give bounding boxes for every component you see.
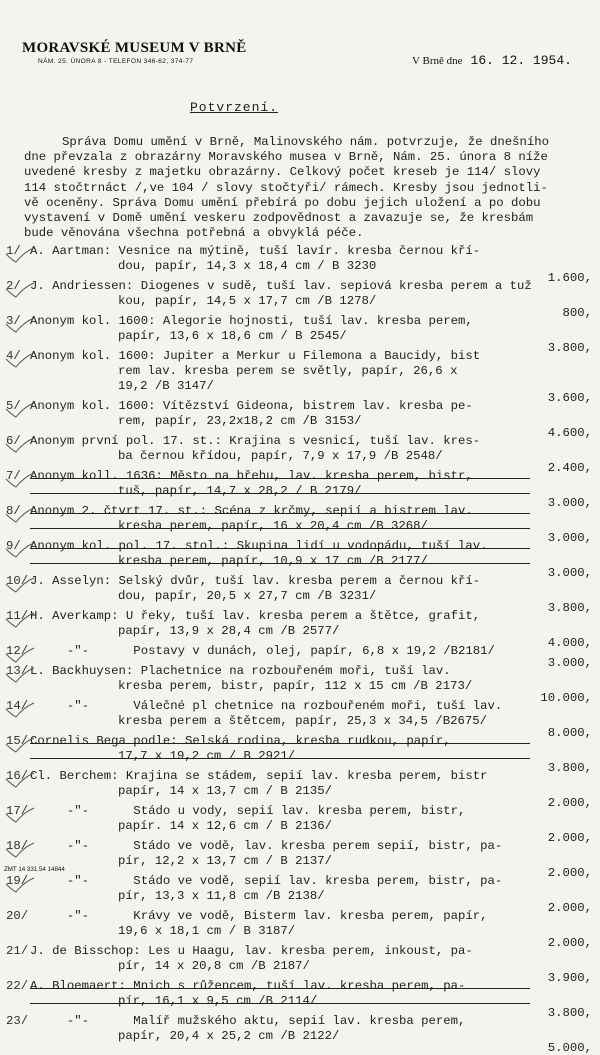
museum-address: NÁM. 25. ÚNORA 8 - TELEFON 346-62, 374-77: [38, 58, 194, 65]
entry-line: rem, papír, 23,2x18,2 cm /B 3153/: [118, 414, 362, 428]
entry-line: J. Asselyn: Selský dvůr, tuší lav. kresba perem a černou kří-: [30, 574, 481, 588]
entry-line: pír, 16,1 x 9,5 cm /B 2114/: [118, 994, 318, 1008]
entry-line: Cornelis Bega podle: Selská rodina, kresba rudkou, papír,: [30, 734, 451, 748]
strike-line: [30, 478, 530, 479]
entry-number: 3/: [6, 314, 21, 328]
entry-line: Anonym kol. pol. 17. stol.: Skupina lidí u vodopádu, tuší lav.: [30, 539, 488, 553]
strike-line: [30, 563, 530, 564]
entry-price: 2.000,: [547, 831, 592, 845]
entry-line: -"- Stádo u vody, sepií lav. kresba perem, bistr,: [30, 804, 466, 818]
entry-price: 4.000,: [547, 636, 592, 650]
entry-price: 3.600,: [547, 391, 592, 405]
entry-line: -"- Krávy ve vodě, Bisterm lav. kresba perem, papír,: [30, 909, 488, 923]
entry-line: Anonym první pol. 17. st.: Krajina s vesnicí, tuší lav. kres-: [30, 434, 481, 448]
entry-price: 2.000,: [547, 796, 592, 810]
entry-number: 5/: [6, 399, 21, 413]
entry-number: 11/: [6, 609, 29, 623]
entry-number: 7/: [6, 469, 21, 483]
entry-price: 3.800,: [547, 601, 592, 615]
place-date: [412, 53, 572, 68]
entry-line: L. Backhuysen: Plachetnice na rozbouřeném moři, tuší lav.: [30, 664, 451, 678]
entry-line: pír, 13,3 x 11,8 cm /B 2138/: [118, 889, 325, 903]
entry-line: pír, 14 x 20,8 cm /B 2187/: [118, 959, 310, 973]
entry-price: 2.000,: [547, 936, 592, 950]
strike-line: [30, 743, 530, 744]
entry-line: papír. 14 x 12,6 cm / B 2136/: [118, 819, 333, 833]
entry-price: 5.000,: [547, 1041, 592, 1055]
entry-line: 19,6 x 18,1 cm / B 3187/: [118, 924, 296, 938]
entry-line: kou, papír, 14,5 x 17,7 cm /B 1278/: [118, 294, 377, 308]
entry-number: 18/: [6, 839, 29, 853]
entry-price: 3.000,: [547, 496, 592, 510]
museum-name: MORAVSKÉ MUSEUM V BRNĚ: [22, 40, 247, 56]
body-line: vystavení v Domě umění veskeru zodpovědnost a zavazuje se, že kresbám: [24, 211, 534, 225]
entry-line: Anonym koll. 1636: Město na břehu, lav. kresba perem, bistr,: [30, 469, 473, 483]
entry-price: 3.000,: [547, 656, 592, 670]
entry-number: 1/: [6, 244, 21, 258]
entry-number: 19/: [6, 874, 29, 888]
body-line: Správa Domu umění v Brně, Malinovského nám. potvrzuje, že dnešního: [62, 135, 550, 149]
entry-line: Anonym kol. 1600: Alegorie hojnosti, tuší lav. kresba perem,: [30, 314, 473, 328]
entry-line: kresba perem, papír, 16 x 20,4 cm /B 3268/: [118, 519, 428, 533]
entry-line: 19,2 /B 3147/: [118, 379, 214, 393]
entry-price: 2.000,: [547, 866, 592, 880]
entry-line: -"- Stádo ve vodě, sepií lav. kresba perem, bistr, pa-: [30, 874, 503, 888]
entry-line: -"- Stádo ve vodě, lav. kresba perem sepií, bistr, pa-: [30, 839, 503, 853]
entry-line: A. Aartman: Vesnice na mýtině, tuší lavír. kresba černou kří-: [30, 244, 481, 258]
entry-number: 8/: [6, 504, 21, 518]
entry-line: H. Averkamp: U řeky, tuší lav. kresba perem a štětce, grafit,: [30, 609, 481, 623]
entry-price: 1.600,: [547, 271, 592, 285]
entry-number: 20/: [6, 909, 29, 923]
entry-price: 3.900,: [547, 971, 592, 985]
entry-price: 3.800,: [547, 341, 592, 355]
entry-line: Cl. Berchem: Krajina se stádem, sepií lav. kresba perem, bistr: [30, 769, 488, 783]
entry-line: papír, 13,9 x 28,4 cm /B 2577/: [118, 624, 340, 638]
body-line: uvedené kresby z majetku obrazárny. Celkový počet kreseb je 114/ slovy: [24, 165, 541, 180]
strike-line: [30, 548, 530, 549]
entry-line: A. Bloemaert: Mnich s růžencem, tuší lav. kresba perem, pa-: [30, 979, 466, 993]
body-line: 114 stočtrnáct /,ve 104 / slovy stočtyři/ rámech. Kresby jsou jednotli-: [24, 180, 548, 195]
entry-price: 800,: [562, 306, 592, 320]
strike-line: [30, 513, 530, 514]
entry-number: 6/: [6, 434, 21, 448]
entry-number: 21/: [6, 944, 29, 958]
entry-line: dou, papír, 14,3 x 18,4 cm / B 3230: [118, 259, 377, 273]
entry-line: tuš, papír, 14,7 x 28,2 / B 2179/: [118, 484, 362, 498]
entry-number: 17/: [6, 804, 29, 818]
entry-number: 22/: [6, 979, 29, 993]
entry-line: J. Andriessen: Diogenes v sudě, tuší lav. sepiová kresba perem a tuž: [30, 279, 532, 293]
entry-price: 3.000,: [547, 531, 592, 545]
strike-line: [30, 1003, 530, 1004]
entry-number: 23/: [6, 1014, 29, 1028]
body-line: bude věnována všechna potřebná a obvyklá péče.: [24, 226, 364, 241]
body-line: dne převzala z obrazárny Moravského musea v Brně, Nám. 25. února 8 níže: [24, 150, 548, 165]
strike-line: [30, 528, 530, 529]
entry-line: kresba perem a štětcem, papír, 25,3 x 34,5 /B2675/: [118, 714, 487, 728]
entry-price: 8.000,: [547, 726, 592, 740]
entry-price: 10.000,: [540, 691, 592, 705]
strike-line: [30, 988, 530, 989]
entry-line: ba černou křídou, papír, 7,9 x 17,9 /B 2548/: [118, 449, 443, 463]
reference-code: ZMT 14 331.54 14844: [4, 866, 65, 873]
entry-price: 2.400,: [547, 461, 592, 475]
entry-number: 12/: [6, 644, 29, 658]
entry-line: J. de Bisschop: Les u Haagu, lav. kresba perem, inkoust, pa-: [30, 944, 473, 958]
entry-price: 3.000,: [547, 566, 592, 580]
entry-number: 15/: [6, 734, 29, 748]
entry-line: dou, papír, 20,5 x 27,7 cm /B 3231/: [118, 589, 377, 603]
entry-price: 3.800,: [547, 761, 592, 775]
date-value: 16. 12. 1954.: [470, 53, 572, 68]
entry-line: papír, 14 x 13,7 cm / B 2135/: [118, 784, 333, 798]
entry-number: 16/: [6, 769, 29, 783]
entry-line: kresba perem, papír, 10,9 x 17 cm /B 2177/: [118, 554, 428, 568]
entry-line: Anonym 2. čtvrt 17. st.: Scéna z krčmy, sepií a bistrem lav.: [30, 504, 473, 518]
entry-line: Anonym kol. 1600: Jupiter a Merkur u Filemona a Baucidy, bist: [30, 349, 481, 363]
document-title: Potvrzení.: [190, 100, 279, 115]
entry-number: 9/: [6, 539, 21, 553]
entry-number: 13/: [6, 664, 29, 678]
entry-price: 2.000,: [547, 901, 592, 915]
entry-number: 4/: [6, 349, 21, 363]
entry-price: 4.600,: [547, 426, 592, 440]
strike-line: [30, 493, 530, 494]
entry-line: 17,7 x 19,2 cm / B 2921/: [118, 749, 296, 763]
strike-line: [30, 758, 530, 759]
entry-line: papír, 13,6 x 18,6 cm / B 2545/: [118, 329, 347, 343]
entry-line: Anonym kol. 1600: Vítězství Gideona, bistrem lav. kresba pe-: [30, 399, 473, 413]
entry-number: 2/: [6, 279, 21, 293]
entry-price: 3.800,: [547, 1006, 592, 1020]
entry-line: -"- Malíř mužského aktu, sepií lav. kresba perem,: [30, 1014, 466, 1028]
entry-line: -"- Válečné pl chetnice na rozbouřeném moři, tuší lav.: [30, 699, 503, 713]
entry-line: -"- Postavy v dunách, olej, papír, 6,8 x 19,2 /B2181/: [30, 644, 495, 658]
body-line: vě oceněny. Správa Domu umění přebírá po dobu jejich uložení a po dobu: [24, 195, 541, 210]
place-label: V Brně dne: [412, 55, 463, 67]
entry-number: 14/: [6, 699, 29, 713]
entry-line: pír, 12,2 x 13,7 cm / B 2137/: [118, 854, 333, 868]
entry-line: rem lav. kresba perem se světly, papír, 26,6 x: [118, 364, 458, 378]
entry-line: papír, 20,4 x 25,2 cm /B 2122/: [118, 1029, 340, 1043]
entry-number: 10/: [6, 574, 29, 588]
entry-line: kresba perem, bistr, papír, 112 x 15 cm /B 2173/: [118, 679, 473, 693]
